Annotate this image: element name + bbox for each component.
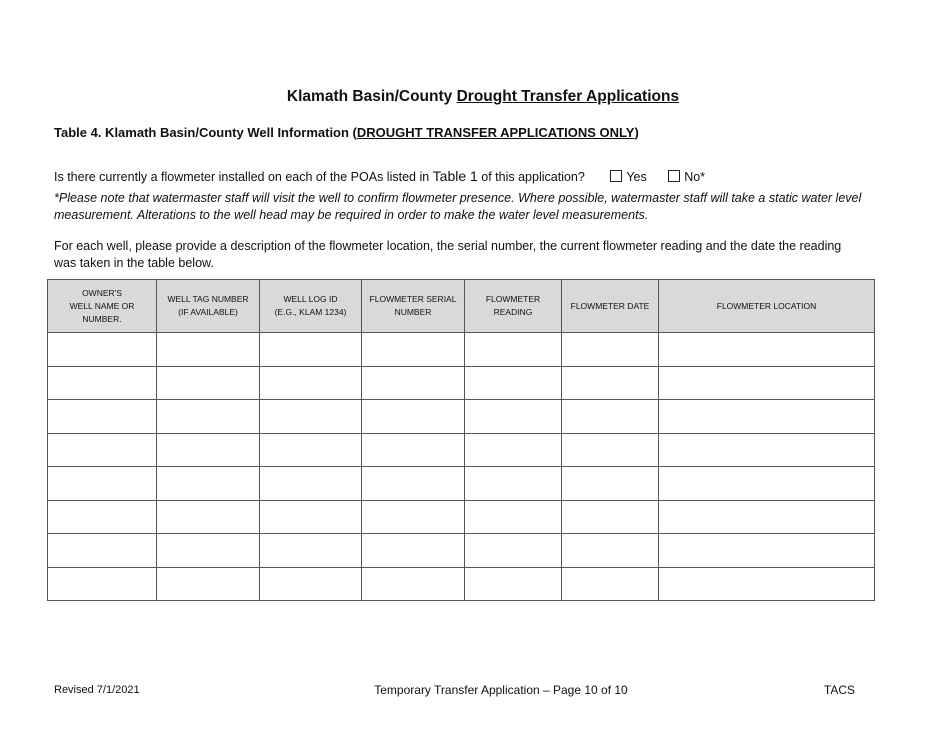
table-cell[interactable] bbox=[260, 433, 362, 467]
col-flowmeter-location: FLOWMETER LOCATION bbox=[659, 280, 875, 333]
table-cell[interactable] bbox=[157, 400, 260, 434]
table-cell[interactable] bbox=[260, 366, 362, 400]
yes-checkbox[interactable] bbox=[610, 170, 622, 182]
question-table-ref: Table 1 bbox=[432, 168, 478, 184]
table-heading-close: ) bbox=[634, 125, 639, 140]
instructions-text: For each well, please provide a description of the flowmeter location, the serial number, the current flowmeter reading and the date the reading was taken in the table below. bbox=[54, 239, 842, 270]
table-cell[interactable] bbox=[48, 534, 157, 568]
table-cell[interactable] bbox=[48, 366, 157, 400]
title-text: Klamath Basin/County bbox=[286, 88, 457, 105]
table-row bbox=[48, 500, 875, 534]
col-well-log-id: WELL LOG ID (E.G., KLAM 1234) bbox=[260, 280, 362, 333]
table-cell[interactable] bbox=[465, 366, 562, 400]
table-header-row bbox=[48, 280, 875, 333]
table-cell[interactable] bbox=[465, 333, 562, 367]
table-row bbox=[48, 400, 875, 434]
table-cell[interactable] bbox=[562, 567, 659, 601]
table-row bbox=[48, 567, 875, 601]
table-cell[interactable] bbox=[465, 500, 562, 534]
table-cell[interactable] bbox=[562, 433, 659, 467]
title-underlined-text: Drought Transfer Applications bbox=[456, 88, 680, 105]
table-cell[interactable] bbox=[659, 467, 875, 501]
table-cell[interactable] bbox=[362, 433, 465, 467]
col-flowmeter-reading: FLOWMETER READING bbox=[465, 280, 562, 333]
table-cell[interactable] bbox=[260, 333, 362, 367]
question-text-b: of this application? bbox=[477, 170, 585, 184]
watermaster-note: *Please note that watermaster staff will visit the well to confirm flowmeter presence. Where possible, watermaster staff will take a static water level measurement. Alterations to the well head may be required in order to make the water level measurements. bbox=[54, 191, 862, 222]
table-heading bbox=[54, 125, 639, 140]
table-cell[interactable] bbox=[48, 567, 157, 601]
table-row bbox=[48, 534, 875, 568]
table-cell[interactable] bbox=[362, 467, 465, 501]
table-cell[interactable] bbox=[562, 333, 659, 367]
table-cell[interactable] bbox=[659, 366, 875, 400]
table-cell[interactable] bbox=[48, 467, 157, 501]
question-text-a: Is there currently a flowmeter installed on each of the POAs listed in bbox=[54, 170, 433, 184]
table-cell[interactable] bbox=[562, 366, 659, 400]
table-cell[interactable] bbox=[659, 333, 875, 367]
table-row bbox=[48, 433, 875, 467]
table-cell[interactable] bbox=[465, 534, 562, 568]
table-cell[interactable] bbox=[157, 433, 260, 467]
footer-page-info: Temporary Transfer Application – Page 10 of 10 bbox=[374, 683, 628, 697]
table-cell[interactable] bbox=[157, 500, 260, 534]
col-owners-well-name: OWNER'S WELL NAME OR NUMBER. bbox=[48, 280, 157, 333]
table-heading-text: Table 4. Klamath Basin/County Well Information ( bbox=[54, 125, 357, 140]
table-cell[interactable] bbox=[659, 534, 875, 568]
table-cell[interactable] bbox=[362, 400, 465, 434]
col-flowmeter-serial: FLOWMETER SERIAL NUMBER bbox=[362, 280, 465, 333]
table-cell[interactable] bbox=[260, 467, 362, 501]
table-cell[interactable] bbox=[260, 500, 362, 534]
table-cell[interactable] bbox=[465, 467, 562, 501]
no-option[interactable] bbox=[668, 170, 705, 184]
table-cell[interactable] bbox=[48, 500, 157, 534]
table-cell[interactable] bbox=[157, 467, 260, 501]
table-cell[interactable] bbox=[562, 467, 659, 501]
table-cell[interactable] bbox=[659, 500, 875, 534]
flowmeter-question bbox=[54, 168, 705, 184]
yes-label: Yes bbox=[626, 170, 647, 184]
table-row bbox=[48, 333, 875, 367]
col-flowmeter-date: FLOWMETER DATE bbox=[562, 280, 659, 333]
table-cell[interactable] bbox=[562, 534, 659, 568]
table-cell[interactable] bbox=[465, 400, 562, 434]
table-cell[interactable] bbox=[48, 400, 157, 434]
table-cell[interactable] bbox=[157, 567, 260, 601]
table-cell[interactable] bbox=[260, 534, 362, 568]
no-checkbox[interactable] bbox=[668, 170, 680, 182]
table-cell[interactable] bbox=[362, 534, 465, 568]
table-row bbox=[48, 467, 875, 501]
table-cell[interactable] bbox=[260, 567, 362, 601]
table-cell[interactable] bbox=[465, 433, 562, 467]
table-cell[interactable] bbox=[157, 534, 260, 568]
table-cell[interactable] bbox=[362, 567, 465, 601]
table-cell[interactable] bbox=[48, 333, 157, 367]
table-cell[interactable] bbox=[362, 333, 465, 367]
yes-option[interactable] bbox=[610, 170, 646, 184]
table-row bbox=[48, 366, 875, 400]
table-cell[interactable] bbox=[362, 366, 465, 400]
table-cell[interactable] bbox=[659, 400, 875, 434]
table-cell[interactable] bbox=[465, 567, 562, 601]
table-cell[interactable] bbox=[48, 433, 157, 467]
table-heading-underlined: DROUGHT TRANSFER APPLICATIONS ONLY bbox=[356, 125, 635, 140]
table-cell[interactable] bbox=[659, 567, 875, 601]
footer-revised-date: Revised 7/1/2021 bbox=[54, 684, 140, 696]
col-well-tag-number: WELL TAG NUMBER (IF AVAILABLE) bbox=[157, 280, 260, 333]
page-title bbox=[0, 88, 950, 106]
well-information-table bbox=[47, 279, 875, 601]
table-cell[interactable] bbox=[659, 433, 875, 467]
no-label: No* bbox=[684, 170, 706, 184]
table-cell[interactable] bbox=[362, 500, 465, 534]
table-cell[interactable] bbox=[260, 400, 362, 434]
table-cell[interactable] bbox=[562, 400, 659, 434]
footer-form-code: TACS bbox=[823, 683, 855, 697]
table-cell[interactable] bbox=[562, 500, 659, 534]
table-cell[interactable] bbox=[157, 366, 260, 400]
table-cell[interactable] bbox=[157, 333, 260, 367]
